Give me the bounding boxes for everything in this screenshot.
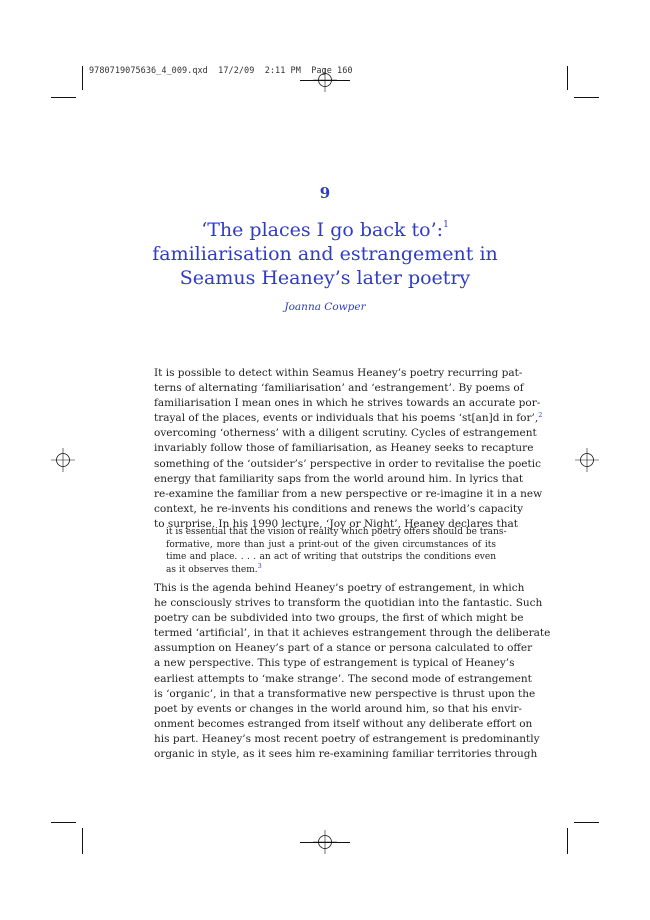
text-line: poet by events or changes in the world around him, so that his envir-	[154, 702, 523, 715]
text-line: something of the ‘outsider’s’ perspective in order to revitalise the poetic	[154, 457, 541, 470]
quote-line: time and place. . . . an act of writing that outstrips the conditions even	[166, 552, 496, 563]
paragraph-1	[154, 366, 543, 532]
footnote-ref-3[interactable]: 3	[257, 561, 262, 570]
text-line: is ‘organic’, in that a transformative new perspective is thrust upon the	[154, 687, 536, 700]
registration-line-bottom	[300, 842, 350, 843]
quote-line: formative, more than just a print-out of the given circumstances of its	[166, 539, 496, 550]
text-line: terns of alternating ‘familiarisation’ and ‘estrangement’. By poems of	[154, 382, 524, 395]
quote-line-with-note: as it observes them.$^3$	[166, 561, 262, 575]
text-line: familiarisation I mean ones in which he strives towards an accurate por-	[154, 397, 541, 410]
crop-mark-bottom-left-vertical	[82, 828, 83, 854]
text-line: earliest attempts to ‘make strange’. The second mode of estrangement	[154, 672, 532, 685]
text-line-with-note: trayal of the places, events or individuals that his poems ‘st[an]d in for’,$^2$	[154, 411, 543, 425]
footnote-ref-2[interactable]: 2	[538, 411, 543, 420]
title-line-3: Seamus Heaney’s later poetry	[179, 267, 471, 289]
crop-mark-top-right-horizontal	[574, 97, 599, 98]
crop-mark-top-left-vertical	[82, 66, 83, 90]
printer-slug: 9780719075636_4_009.qxd 17/2/09 2:11 PM Page 160	[89, 66, 353, 76]
quote-line: it is essential that the vision of reality which poetry offers should be trans-	[166, 527, 507, 537]
text-line: context, he re-invents his conditions and renews the world’s capacity	[154, 502, 524, 515]
text-line: termed ‘artificial’, in that it achieves estrangement through the deliberate	[154, 627, 551, 640]
text-line: It is possible to detect within Seamus Heaney’s poetry recurring pat-	[154, 367, 523, 379]
crop-mark-bottom-right-horizontal	[574, 822, 599, 823]
crop-mark-bottom-right-vertical	[567, 828, 568, 854]
text-line: energy that familiarity saps from the world around him. In lyrics that	[154, 472, 524, 485]
title-footnote-ref[interactable]: 1	[443, 220, 449, 230]
registration-mark-left-icon	[51, 448, 75, 472]
registration-mark-right-icon	[575, 448, 599, 472]
paragraph-2	[154, 581, 551, 762]
text-line: assumption on Heaney’s part of a stance or persona calculated to offer	[154, 642, 533, 655]
text-line: his part. Heaney’s most recent poetry of estrangement is predominantly	[154, 732, 540, 745]
crop-mark-top-right-vertical	[567, 66, 568, 90]
chapter-title	[0, 218, 650, 290]
text-line: a new perspective. This type of estrangement is typical of Heaney’s	[154, 657, 515, 670]
text-line: This is the agenda behind Heaney’s poetry of estrangement, in which	[154, 582, 525, 594]
text-line: he consciously strives to transform the quotidian into the fantastic. Such	[154, 597, 543, 610]
chapter-number: 9	[319, 184, 331, 202]
crop-mark-top-left-horizontal	[51, 97, 76, 98]
author-name: Joanna Cowper	[284, 301, 366, 313]
registration-line-top	[300, 80, 350, 81]
text-line: overcoming ‘otherness’ with a diligent scrutiny. Cycles of estrangement	[154, 427, 537, 440]
text-line: re-examine the familiar from a new perspective or re-imagine it in a new	[154, 487, 543, 500]
text-line: to surprise. In his 1990 lecture, ‘Joy or Night’, Heaney declares that	[154, 517, 518, 530]
text-line: invariably follow those of familiarisation, as Heaney seeks to recapture	[154, 442, 534, 455]
text-line: organic in style, as it sees him re-examining familiar territories through	[154, 748, 538, 761]
block-quote	[166, 526, 507, 576]
title-line-2: familiarisation and estrangement in	[152, 243, 498, 265]
title-line-1: ‘The places I go back to’:$^1$	[201, 219, 449, 241]
crop-mark-bottom-left-horizontal	[51, 822, 76, 823]
text-line: poetry can be subdivided into two groups, the first of which might be	[154, 612, 524, 625]
text-line: onment becomes estranged from itself without any deliberate effort on	[154, 717, 533, 730]
